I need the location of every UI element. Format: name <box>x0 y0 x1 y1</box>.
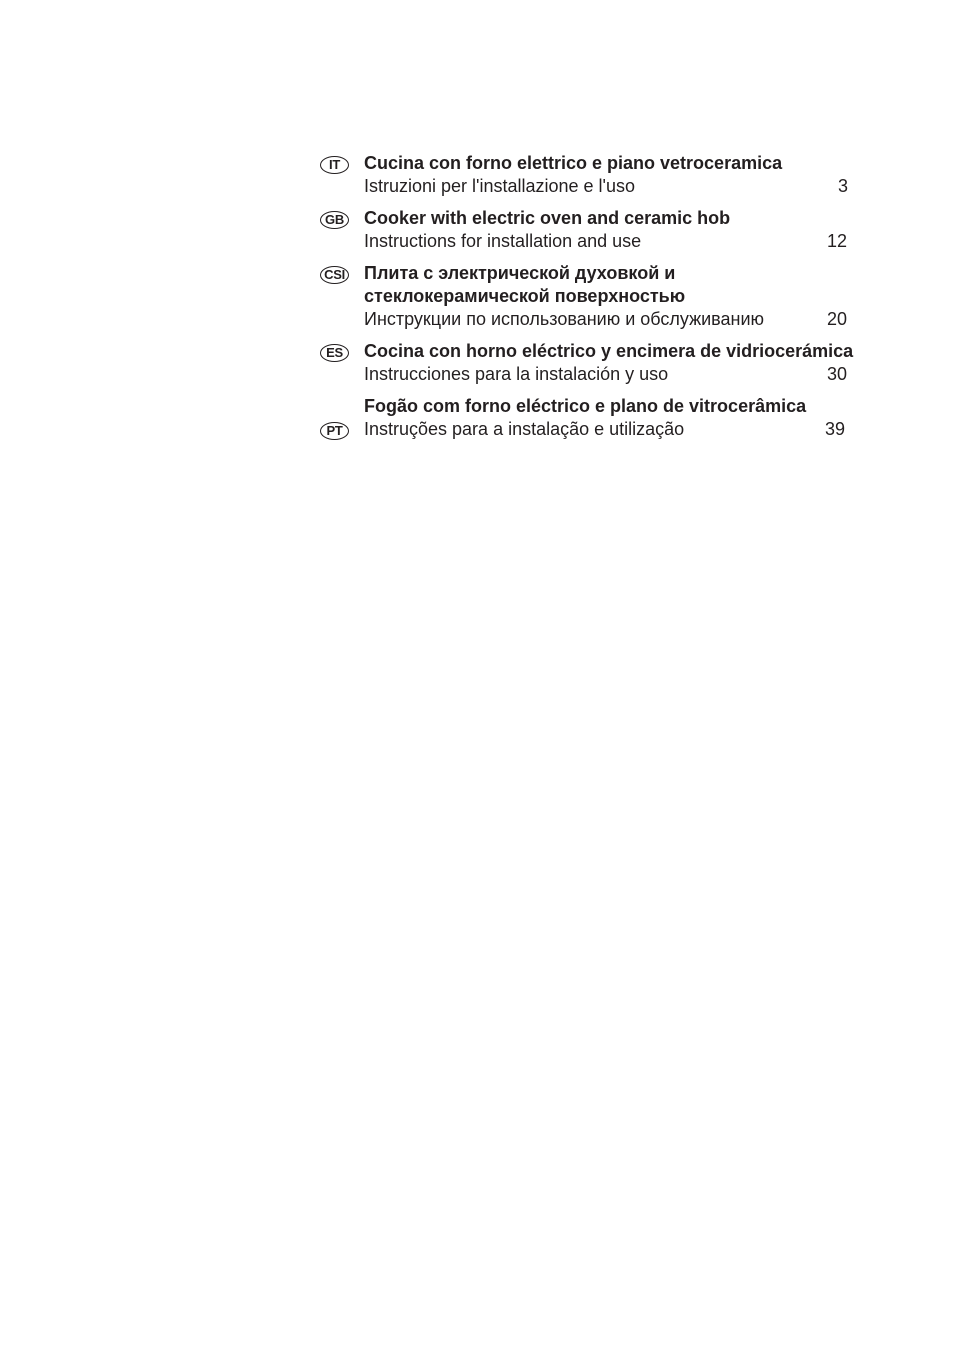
table-of-contents <box>320 152 920 441</box>
toc-title-line2: стеклокерамической поверхностью <box>364 286 686 306</box>
toc-page-number: 20 <box>826 309 847 329</box>
toc-title: Cooker with electric oven and ceramic hob <box>364 208 731 228</box>
toc-subline <box>364 418 845 441</box>
toc-page-number: 12 <box>826 231 847 251</box>
toc-title: Cucina con forno elettrico e piano vetroceramica <box>364 153 783 173</box>
toc-page-number: 3 <box>837 176 848 196</box>
toc-subtitle: Инструкции по использованию и обслуживанию <box>364 309 765 329</box>
toc-subline <box>364 230 847 253</box>
toc-title: Fogão com forno eléctrico e plano de vitrocerâmica <box>364 396 807 416</box>
language-badge-it: IT <box>320 156 349 174</box>
language-badge-es: ES <box>320 344 349 362</box>
toc-subtitle: Instrucciones para la instalación y uso <box>364 364 669 384</box>
toc-entry-it <box>320 152 920 198</box>
toc-subtitle: Istruzioni per l'installazione e l'uso <box>364 176 636 196</box>
toc-subline <box>364 175 848 198</box>
toc-entry-es <box>320 340 920 386</box>
language-badge-csi: CSI <box>320 266 349 284</box>
toc-subtitle: Instructions for installation and use <box>364 231 642 251</box>
toc-page-number: 39 <box>824 419 845 439</box>
language-badge-pt: PT <box>320 422 349 440</box>
toc-subline <box>364 363 847 386</box>
toc-entry-gb <box>320 207 920 253</box>
toc-entry-csi <box>320 262 920 331</box>
toc-title: Плита с электрической духовкой и <box>364 263 676 283</box>
toc-page-number: 30 <box>826 364 847 384</box>
toc-title: Cocina con horno eléctrico y encimera de vidriocerámica <box>364 341 854 361</box>
toc-subtitle: Instruções para a instalação e utilização <box>364 419 685 439</box>
toc-entry-pt <box>320 395 920 441</box>
language-badge-gb: GB <box>320 211 349 229</box>
toc-subline <box>364 308 847 331</box>
